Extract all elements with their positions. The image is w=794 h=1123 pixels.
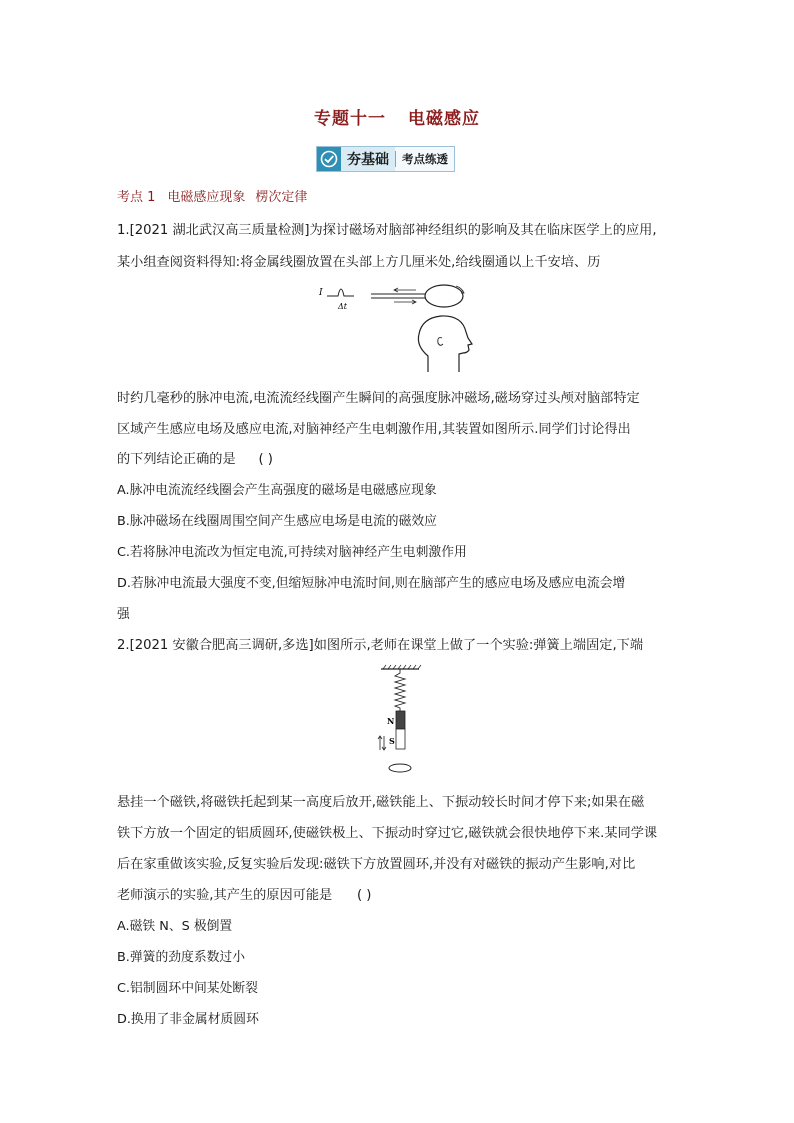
q1-line-2: 某小组查阅资料得知:将金属线圈放置在头部上方几厘米处,给线圈通以上千安培、历 xyxy=(117,255,601,270)
q1-option-d-cont: 强 xyxy=(117,607,130,622)
q2-line-3: 铁下方放一个固定的铝质圆环,使磁铁极上、下振动时穿过它,磁铁就会很快地停下来.某同学课 xyxy=(117,826,658,841)
q1-option-a: A.脉冲电流流经线圈会产生高强度的磁场是电磁感应现象 xyxy=(117,483,437,498)
q2-option-a: A.磁铁 N、S 极倒置 xyxy=(117,919,233,934)
q1-figure-dt-label: Δt xyxy=(338,302,347,311)
q2-label-s: S xyxy=(389,736,395,746)
q2-line-5 xyxy=(117,884,687,903)
q2-line-2: 悬挂一个磁铁,将磁铁托起到某一高度后放开,磁铁能上、下振动较长时间才停下来;如果在磁 xyxy=(117,795,645,810)
q1-pulse-waveform xyxy=(327,289,354,296)
q1-figure-current-label: I xyxy=(319,288,323,298)
q1-coil xyxy=(425,285,463,307)
q2-vibration-arrows xyxy=(378,736,386,750)
q1-head-ear xyxy=(438,338,443,346)
section-heading xyxy=(117,186,307,205)
q1-line-1: 1.[2021 湖北武汉高三质量检测]为探讨磁场对脑部神经组织的影响及其在临床医学上的应用, xyxy=(117,223,657,238)
q1-line-5 xyxy=(117,448,687,467)
q2-line-4: 后在家重做该实验,反复实验后发现:磁铁下方放置圆环,并没有对磁铁的振动产生影响,对比 xyxy=(117,857,636,872)
section-label: 考点 1 xyxy=(117,190,156,205)
q1-line-4: 区域产生感应电场及感应电流,对脑神经产生电刺激作用,其装置如图所示.同学们讨论得出 xyxy=(117,422,631,437)
q2-option-b: B.弹簧的劲度系数过小 xyxy=(117,950,246,965)
q2-magnet-n-pole xyxy=(396,711,405,729)
q2-magnet-s-pole xyxy=(396,729,405,749)
q2-line-5-text: 老师演示的实验,其产生的原因可能是 xyxy=(117,888,333,903)
badge-main-label: 夯基础 xyxy=(341,147,395,171)
section-badge xyxy=(316,146,455,172)
q1-line-3: 时约几毫秒的脉冲电流,电流流经线圈产生瞬间的高强度脉冲磁场,磁场穿过头颅对脑部特定 xyxy=(117,391,640,406)
q2-ring xyxy=(389,764,411,772)
q1-figure xyxy=(316,274,476,376)
check-circle-icon xyxy=(317,147,341,171)
q1-answer-paren: ( ) xyxy=(258,452,273,467)
badge-sub-label: 考点练透 xyxy=(402,152,448,166)
q2-option-d: D.换用了非金属材质圆环 xyxy=(117,1012,259,1027)
title-part2: 电磁感应 xyxy=(408,109,480,129)
q2-figure xyxy=(376,664,426,776)
q1-line-5-text: 的下列结论正确的是 xyxy=(117,452,236,467)
q1-arrow-right xyxy=(394,300,416,304)
section-topic1: 电磁感应现象 xyxy=(167,190,246,205)
q1-option-b: B.脉冲磁场在线圈周围空间产生感应电场是电流的磁效应 xyxy=(117,514,437,529)
q2-label-n: N xyxy=(387,716,395,726)
q2-option-c: C.铝制圆环中间某处断裂 xyxy=(117,981,258,996)
q2-spring xyxy=(395,669,405,711)
q1-option-d: D.若脉冲电流最大强度不变,但缩短脉冲电流时间,则在脑部产生的感应电场及感应电流会增 xyxy=(117,576,626,591)
q1-arrow-left xyxy=(394,288,416,292)
q1-option-c: C.若将脉冲电流改为恒定电流,可持续对脑神经产生电刺激作用 xyxy=(117,545,467,560)
title-part1: 专题十一 xyxy=(314,109,386,129)
page-title xyxy=(0,104,794,129)
q1-head-outline xyxy=(418,316,472,372)
section-topic2: 楞次定律 xyxy=(255,190,308,205)
q2-line-1: 2.[2021 安徽合肥高三调研,多选]如图所示,老师在课堂上做了一个实验:弹簧上端固定,下端 xyxy=(117,638,644,653)
q2-answer-paren: ( ) xyxy=(356,888,372,903)
